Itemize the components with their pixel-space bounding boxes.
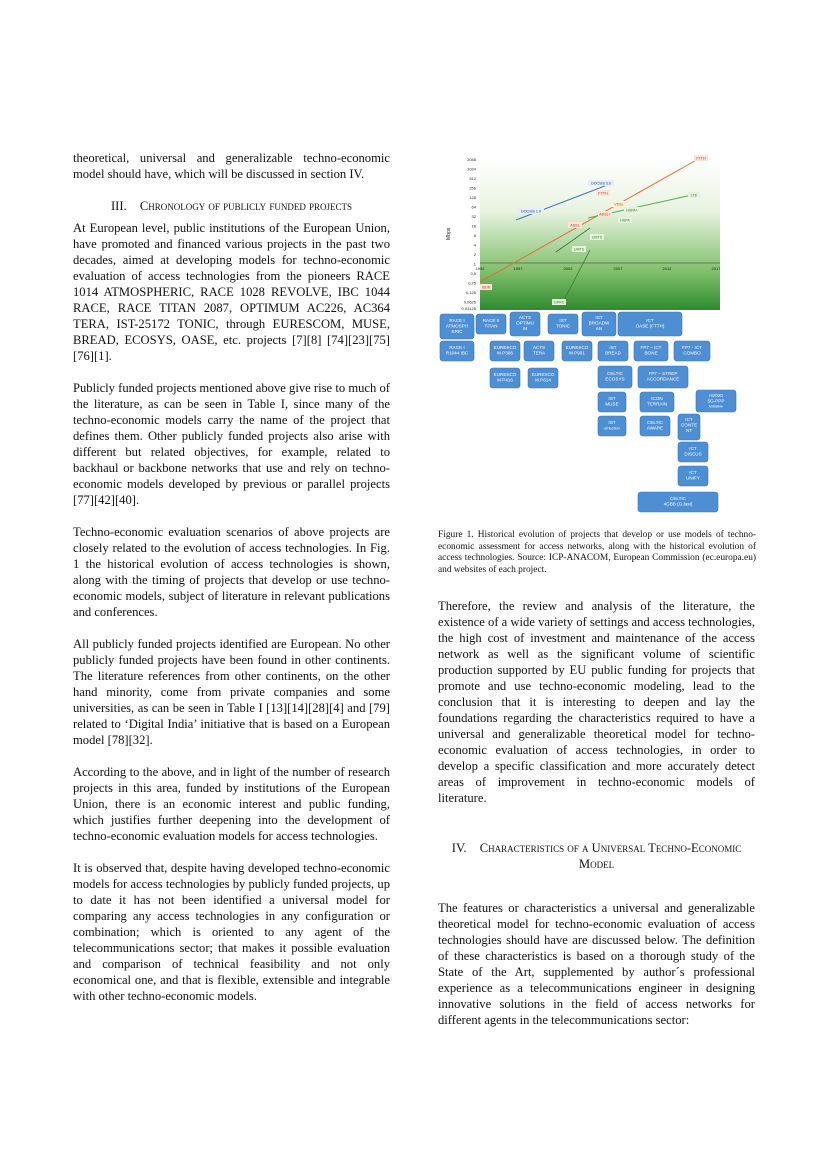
tech-label: VDSL [614, 202, 624, 207]
y-tick: 512 [469, 176, 476, 181]
y-tick: 0,25 [468, 280, 476, 286]
tech-label: UMTS [573, 247, 585, 252]
figure-caption: Figure 1. Historical evolution of projects that develop or use models of techno-economic assessment for access networks, along with the historical evolution of access technologies. Source: ICP-ANACOM, European Commission (ec.europa.eu) and websites of each project. [438, 530, 756, 575]
section-heading-iii [73, 198, 390, 214]
y-tick: 1 [473, 261, 476, 267]
paragraph-intro-end: theoretical, universal and generalizable techno-economic model should have, which will be discussed in section IV. [73, 151, 390, 181]
project-label: RACE I ATMOSPH ERIC [445, 318, 469, 334]
paragraph-conclusion: Therefore, the review and analysis of the literature, the existence of a wide variety of settings and access technologies, the high cost of investment and maintenance of the access network as well as the significant volume of scientific production supported by EU public funding for projects that promote and use techno-economic modeling, lead to the conclusion that it is interesting to deepen and lay the foundations regarding the characteristics required to have a universal and generalizable theoretical model for techno-economic evaluation of access technologies, in order to develop a specific classification and more accurately detect areas of improvement in techno-economic models of literature. [438, 599, 755, 805]
project-label: RACE II TITAN [482, 318, 500, 329]
project-label: CELTIC ECOSYS [605, 371, 625, 382]
project-box [476, 314, 506, 334]
project-label: IST MUSE [605, 396, 619, 407]
paragraph-literature: Publicly funded projects mentioned above give rise to much of the literature, as can be seen in Table I, since many of the techno-economic models carry the name of the project that defines them. Other publicly funded projects also arise with different but related objectives, for example, related to backhaul or backbone networks that use and rely on techno-economic models developed by previous or parallel projects [77][42][40]. [73, 381, 390, 507]
y-tick: 0,5 [470, 271, 476, 276]
project-label: EURESCO M P306 [493, 345, 517, 356]
project-label: CELTIC 4GBB (G.fast) [663, 496, 693, 507]
x-tick: 2017 [711, 266, 721, 271]
paragraph-features: The features or characteristics a universal and generalizable theoretical model for techno-economic evaluation of access technologies should have are discussed below. The definition of these characteristics is based on a thorough study of the State of the Art, supplemented by author´s professional experience as a telecommunications engineer in designing innovative solutions in the field of access networks for different agents in the telecommunications sector: [438, 901, 755, 1027]
y-tick: 256 [469, 185, 476, 191]
tech-label: HSPA+ [626, 208, 638, 213]
figure-svg [438, 150, 756, 520]
y-tick: 64 [471, 204, 476, 210]
project-box [598, 341, 628, 361]
project-label: ICT OASE (FTTH) [635, 318, 665, 329]
y-tick: 16 [471, 223, 476, 229]
tech-label: UMTS [591, 235, 603, 240]
project-label: ICON TERRAIN [646, 396, 668, 407]
section-number: IV. [451, 841, 467, 855]
x-tick: 1992 [475, 266, 485, 271]
project-box [490, 368, 520, 388]
y-tick: 2048 [467, 157, 476, 162]
paragraph-european: All publicly funded projects identified are European. No other publicly funded projects have been found in other continents. The literature references from other continents, on the other hand minority, come from private companies and some universities, as can be seen in Table I [13][14][28][4] and [79] related to ‘Digital India’ initiative that is based on a European model [78][32]. [73, 637, 390, 747]
figure-1 [438, 150, 756, 520]
project-label: FP7 – ICT BONE [640, 345, 662, 356]
y-tick: 4 [473, 242, 476, 248]
project-label: ICT DISCUS [684, 446, 702, 457]
project-label: FP7 - ICT COMBO [682, 345, 702, 356]
paragraph-observation: It is observed that, despite having developed techno-economic models for access technologies by publicly funded projects, up to date it has not been identified a universal model for comparing any access technologies in any configuration or combination; which is oriented to any agent of the telecommunications sector; that makes it possible evaluation and comparison of technical feasibility and not only economical one, and that is flexible, extensible and integrable with other techno-economic models. [73, 861, 390, 1003]
project-label: EURESCO M P901 [565, 345, 589, 356]
project-label: CELTIC AWARE [646, 420, 664, 431]
project-box [562, 341, 592, 361]
y-ticks [462, 157, 477, 311]
project-label: H2020 5G-PPP Initiative [707, 393, 725, 409]
paragraph-economic-interest: According to the above, and in light of the number of research projects in this area, funded by institutions of the European Union, there is an economic interest and public funding, which justifies further deepening into the development of techno-economic evaluation models for access technologies. [73, 765, 390, 843]
project-box [582, 312, 616, 336]
section-title: Characteristics of a Universal Techno-Economic Model [479, 841, 742, 871]
tech-label: ADSL [570, 223, 580, 228]
project-box [598, 392, 626, 412]
y-tick: 128 [469, 195, 476, 200]
project-label: FP7 – STREP ACCORDANCE [646, 371, 680, 382]
project-label: EURESCO M P416 [493, 372, 517, 383]
project-label: IST TONIC [555, 318, 571, 329]
project-box [678, 414, 700, 440]
y-tick: 2 [473, 252, 476, 257]
y-tick: 32 [471, 214, 476, 219]
project-box [440, 341, 474, 361]
project-label: ACTS TERA [532, 345, 546, 356]
project-label: RACE I R1044 IBC [445, 345, 469, 356]
project-label: IST BREAD [605, 345, 621, 356]
x-tick: 2002 [563, 266, 573, 271]
section-title: Chronology of publicly funded projects [139, 199, 352, 213]
x-tick: 2007 [613, 266, 623, 271]
y-tick: 0,0625 [463, 299, 476, 305]
project-box [490, 341, 520, 361]
project-box [548, 314, 578, 334]
project-box [598, 366, 632, 388]
project-box [618, 312, 682, 336]
tech-label: DOCSIS 3.0 [591, 181, 611, 186]
project-box [524, 341, 554, 361]
y-axis-label: Mbps [446, 227, 452, 240]
section-heading-iv [438, 840, 755, 872]
project-box [598, 416, 626, 436]
paragraph-eu-projects: At European level, public institutions of the European Union, have promoted and financed various projects in the past two decades, aimed at developing models for techno-economic evaluation of access technologies from the pioneers RACE 1014 ATMOSPHERIC, RACE 1028 REVOLVE, IBC 1044 RACE, RACE TITAN 2087, OPTIMUM AC226, AC364 TERA, IST-25172 TONIC, through EURESCOM, MUSE, BREAD, ECOSYS, OASE, etc. projects [7][8] [74][23][75][76][1]. [73, 221, 390, 363]
project-label: IST BROADW AN [588, 315, 610, 331]
y-tick: 0,03125 [461, 306, 476, 311]
project-box [528, 368, 558, 388]
project-box [696, 390, 736, 412]
project-box [678, 466, 708, 486]
tech-label: ISDN [481, 285, 491, 290]
tech-label: ADSL+ [599, 212, 611, 217]
project-label: IST eFlection [604, 420, 620, 431]
tech-label: FTTH [696, 156, 706, 161]
project-label: ICT UNIFY [686, 470, 700, 481]
project-box [634, 341, 668, 361]
y-tick: 8 [473, 233, 476, 238]
x-tick: 2012 [662, 266, 672, 271]
tech-label: FTTH [598, 191, 608, 196]
tech-label: HSPA [620, 218, 630, 223]
project-label: ACTS OPTIMU M [516, 315, 534, 331]
project-box [638, 492, 718, 512]
tech-label: GPRS [553, 300, 565, 305]
project-label: ICT CONTE NT [680, 417, 698, 433]
tech-label: DOCSIS 1.0 [521, 209, 541, 214]
project-box [510, 312, 540, 336]
paragraph-scenarios: Techno-economic evaluation scenarios of above projects are closely related to the evolution of access technologies. In Fig. 1 the historical evolution of access technologies is shown, along with the timing of projects that develop or use techno-economic models, subject of literature in relevant publications and conferences. [73, 525, 390, 619]
section-number: III. [110, 199, 127, 213]
y-tick: 1024 [467, 166, 476, 172]
project-box [640, 392, 674, 412]
x-tick: 1997 [513, 266, 523, 271]
project-box [640, 416, 670, 436]
project-box [638, 366, 688, 388]
project-box [678, 442, 708, 462]
y-tick: 0,125 [465, 290, 476, 295]
project-box [440, 314, 474, 339]
project-label: EURESCO M P614 [531, 372, 555, 383]
left-column [73, 150, 390, 1020]
project-box [674, 341, 710, 361]
tech-label: LTE [690, 193, 698, 198]
right-column [438, 598, 755, 1044]
